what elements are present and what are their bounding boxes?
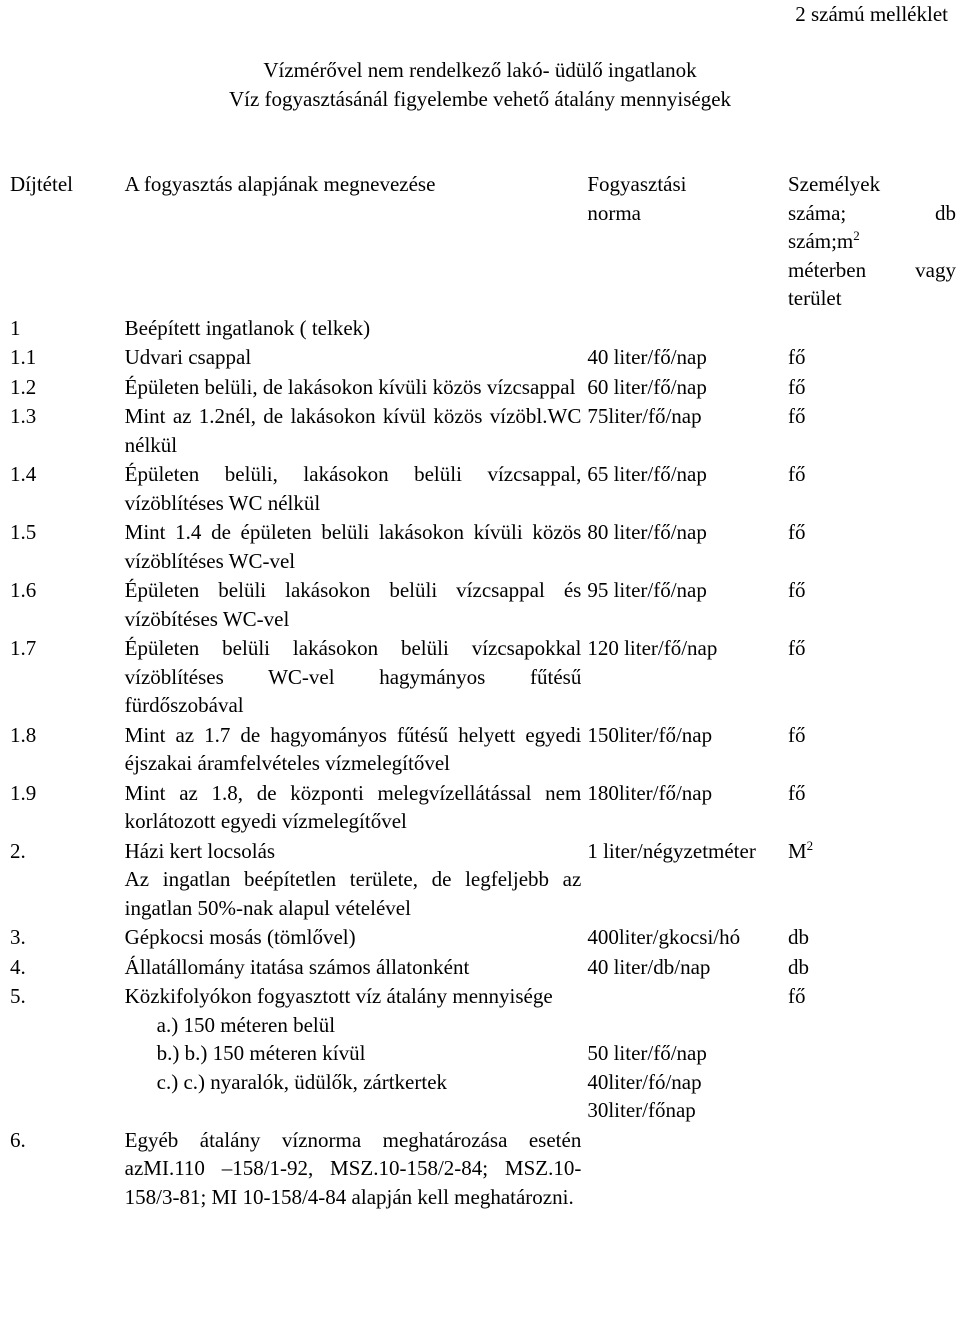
row-description: Állatállomány itatása számos állatonként bbox=[124, 954, 470, 979]
row-unit: fő bbox=[787, 780, 806, 805]
row-unit: fő bbox=[787, 578, 806, 602]
sub-item-norm: 40liter/fó/nap bbox=[587, 1069, 702, 1094]
header-col-desc: A fogyasztás alapjának megnevezése bbox=[124, 172, 436, 196]
row-id: 1.3 bbox=[10, 404, 37, 428]
row-norm: 40 liter/db/nap bbox=[587, 954, 711, 979]
header-col-unit: Személyek száma; db $szám;m^2$ méterben vagy terület bbox=[787, 172, 956, 310]
table-row bbox=[4, 923, 956, 953]
row-norm: 120 liter/fő/nap bbox=[587, 636, 718, 660]
row-norm: 75liter/fő/nap bbox=[587, 404, 702, 428]
row-unit: fő bbox=[787, 462, 806, 486]
row-norm: 65 liter/fő/nap bbox=[587, 462, 707, 486]
row-id: 1.7 bbox=[10, 636, 37, 660]
row-unit bbox=[782, 314, 956, 344]
row-description: Épületen belüli, de lakásokon kívüli közös vízcsappal bbox=[124, 374, 576, 399]
row-norm: 150liter/fő/nap bbox=[587, 722, 713, 747]
row-norm: 95 liter/fő/nap bbox=[587, 578, 707, 602]
annex-label: 2 számú melléklet bbox=[795, 2, 948, 26]
row-unit: fő bbox=[787, 345, 806, 369]
table-row bbox=[4, 314, 956, 344]
row-unit bbox=[782, 1126, 956, 1213]
row-description: Gépkocsi mosás (tömlővel) bbox=[124, 925, 356, 949]
row-description: Egyéb átalány víznorma meghatározása esetén azMI.110 –158/1-92, MSZ.10-158/2-84; MSZ.10-158/3-81; MI 10-158/4-84 alapján kell meghatározni. bbox=[124, 1127, 582, 1209]
title-line-2: Víz fogyasztásánál figyelembe vehető átalány mennyiségek bbox=[228, 86, 732, 111]
row-unit: db bbox=[787, 954, 809, 979]
row-unit: fő bbox=[787, 984, 806, 1008]
table-header-row bbox=[4, 170, 956, 314]
row-description: Közkifolyókon fogyasztott víz átalány mennyisége a.) 150 méteren belül b.) b.) 150 méteren kívül c.) c.) nyaralók, üdülők, zártkertek bbox=[119, 982, 582, 1126]
row-unit: fő bbox=[787, 722, 806, 747]
row-id: 1.1 bbox=[10, 345, 37, 369]
table-row bbox=[4, 576, 956, 634]
row-id: 2. bbox=[10, 838, 26, 863]
row-description: Épületen belüli, lakásokon belüli vízcsappal, vízöblítéses WC nélkül bbox=[124, 462, 582, 515]
sub-item-norm: 30liter/főnap bbox=[587, 1098, 696, 1122]
row-unit: db bbox=[787, 925, 809, 949]
row-unit: fő bbox=[787, 374, 806, 399]
row-id: 1.9 bbox=[10, 780, 37, 805]
row-description: Udvari csappal bbox=[124, 345, 252, 369]
row-norm: 60 liter/fő/nap bbox=[587, 374, 707, 399]
consumption-table bbox=[4, 170, 956, 1212]
row-id: 4. bbox=[10, 954, 26, 979]
row-unit: fő bbox=[787, 636, 806, 660]
sub-item-label: c.) c.) nyaralók, üdülők, zártkertek bbox=[156, 1069, 448, 1094]
table-row bbox=[4, 518, 956, 576]
sub-item-norm: 50 liter/fő/nap bbox=[587, 1041, 707, 1065]
row-description: Házi kert locsolás Az ingatlan beépítetlen területe, de legfeljebb az ingatlan 50%-nak alapul vételével bbox=[124, 838, 582, 920]
table-row bbox=[4, 837, 956, 924]
table-row bbox=[4, 402, 956, 460]
table-row bbox=[4, 721, 956, 779]
sub-item-label: a.) 150 méteren belül bbox=[156, 1012, 336, 1037]
table-row bbox=[4, 779, 956, 837]
table-body bbox=[4, 314, 956, 1213]
document-title bbox=[0, 56, 960, 113]
row-id: 1.2 bbox=[10, 374, 37, 399]
row-id: 5. bbox=[10, 984, 26, 1008]
row-id: 1.4 bbox=[10, 462, 37, 486]
table-row bbox=[4, 982, 956, 1126]
table-row bbox=[4, 460, 956, 518]
row-norm: 40 liter/fő/nap bbox=[587, 345, 707, 369]
header-col-id: Díjtétel bbox=[10, 172, 73, 196]
table-row bbox=[4, 373, 956, 403]
row-unit: fő bbox=[787, 520, 806, 544]
row-description: Mint az 1.7 de hagyományos fűtésű helyett egyedi éjszakai áramfelvételes vízmelegítővel bbox=[124, 722, 582, 775]
row-norm: 180liter/fő/nap bbox=[587, 780, 713, 805]
row-id: 1.8 bbox=[10, 722, 37, 747]
row-norm bbox=[581, 982, 782, 1126]
row-norm bbox=[581, 314, 782, 344]
row-description: Mint 1.4 de épületen belüli lakásokon kívüli közös vízöblítéses WC-vel bbox=[124, 520, 582, 573]
header-col-norm: Fogyasztási norma bbox=[587, 172, 687, 225]
row-norm: 400liter/gkocsi/hó bbox=[587, 925, 741, 949]
row-description: Beépített ingatlanok ( telkek) bbox=[124, 315, 371, 340]
row-norm: 80 liter/fő/nap bbox=[587, 520, 707, 544]
row-description: Épületen belüli lakásokon belüli vízcsappal és vízöbítéses WC-vel bbox=[124, 578, 582, 631]
row-id: 1.6 bbox=[10, 578, 37, 602]
title-line-1: Vízmérővel nem rendelkező lakó- üdülő ingatlanok bbox=[263, 58, 697, 82]
sub-item-label: b.) b.) 150 méteren kívül bbox=[156, 1041, 366, 1065]
table-row bbox=[4, 343, 956, 373]
table-row bbox=[4, 1126, 956, 1213]
row-description: Mint az 1.8, de központi melegvízellátással nem korlátozott egyedi vízmelegítővel bbox=[124, 780, 582, 833]
row-id: 6. bbox=[10, 1127, 26, 1152]
row-description: Épületen belüli lakásokon belüli vízcsapokkal vízöblítéses WC-vel hagymányos fűtésű fürdőszobával bbox=[124, 636, 582, 717]
row-id: 3. bbox=[10, 925, 26, 949]
row-unit: $M^2$ bbox=[787, 837, 814, 863]
row-norm: 1 liter/négyzetméter bbox=[587, 838, 756, 863]
table-row bbox=[4, 634, 956, 721]
row-unit: fő bbox=[787, 404, 806, 428]
table-row bbox=[4, 953, 956, 983]
row-description: Mint az 1.2nél, de lakásokon kívül közös vízöbl.WC nélkül bbox=[124, 404, 582, 457]
row-norm bbox=[581, 1126, 782, 1213]
row-id: 1.5 bbox=[10, 520, 37, 544]
row-id: 1 bbox=[10, 315, 21, 340]
